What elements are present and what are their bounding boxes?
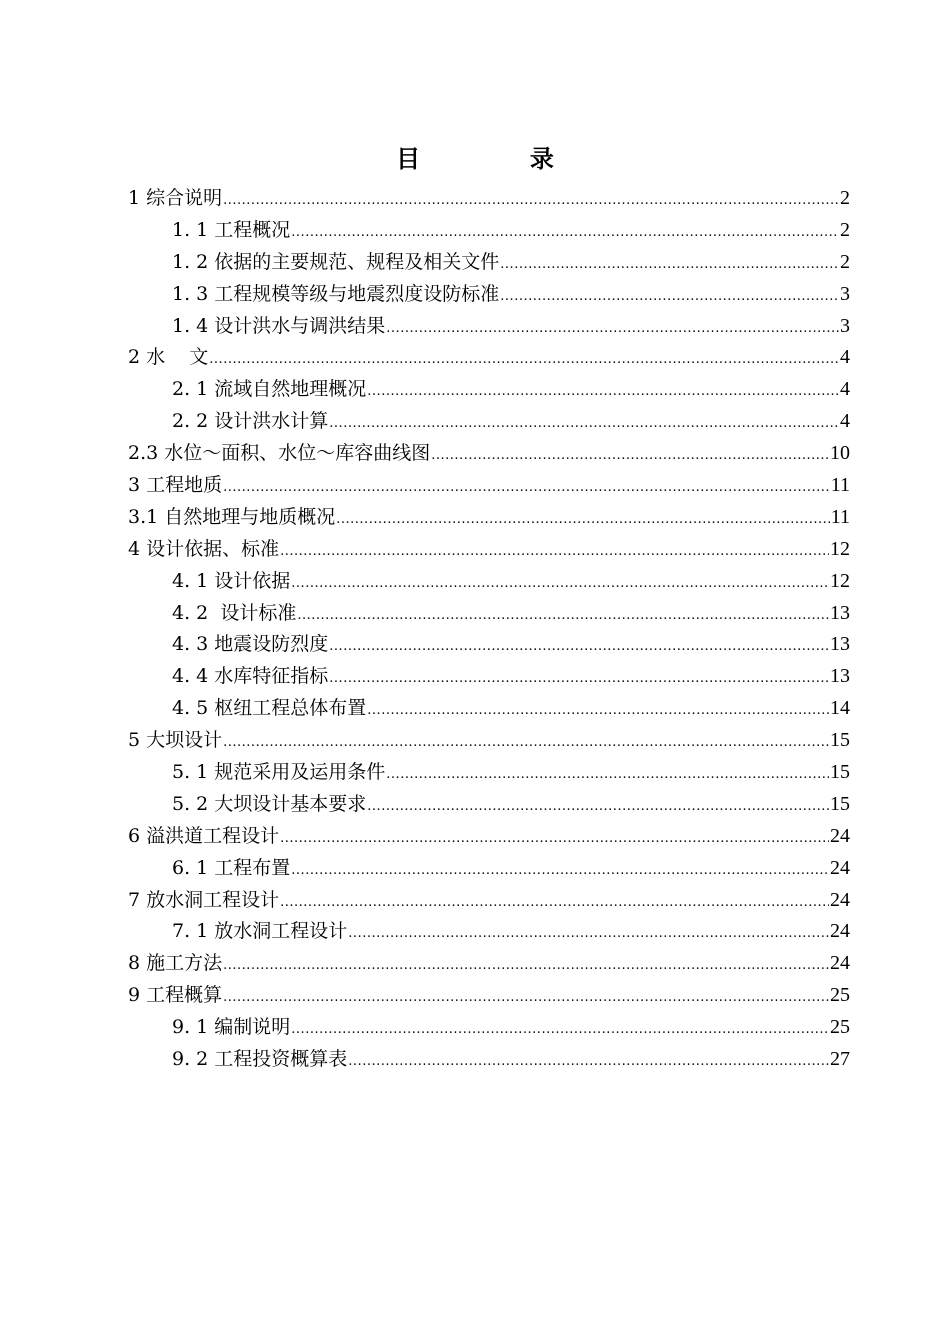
toc-entry-label: 1 综合说明 <box>128 187 223 209</box>
toc-dot-leader <box>223 185 839 217</box>
toc-dot-leader <box>367 695 829 727</box>
toc-entry-label: 5 大坝设计 <box>128 729 223 752</box>
toc-entry-page-number: 15 <box>830 729 850 752</box>
toc-entry-label: 5. 1 规范采用及运用条件 <box>172 761 386 784</box>
toc-entry[interactable] <box>128 534 850 566</box>
toc-entry-label: 7 放水洞工程设计 <box>128 888 280 911</box>
toc-entry-page-number: 25 <box>830 984 850 1007</box>
toc-entry-page-number: 24 <box>830 952 850 975</box>
toc-entry[interactable] <box>128 215 850 247</box>
toc-entry-label: 4. 2 设计标准 <box>172 601 297 624</box>
toc-entry-page-number: 2 <box>840 218 850 241</box>
toc-entry-page-number: 4 <box>840 378 850 401</box>
toc-entry[interactable] <box>128 279 850 311</box>
toc-entry-label: 1. 2 依据的主要规范、规程及相关文件 <box>172 250 500 273</box>
toc-entry[interactable] <box>128 438 850 470</box>
toc-dot-leader <box>329 663 829 695</box>
toc-entry-label: 2 水 文 <box>128 346 209 369</box>
toc-entry-page-number: 3 <box>840 282 850 305</box>
toc-entry-label: 7. 1 放水洞工程设计 <box>172 920 348 943</box>
toc-entry[interactable] <box>128 470 850 502</box>
toc-dot-leader <box>500 281 839 313</box>
toc-entry-page-number: 10 <box>830 442 850 465</box>
toc-dot-leader <box>291 855 829 887</box>
toc-entry[interactable] <box>128 1044 850 1076</box>
toc-dot-leader <box>367 376 839 408</box>
toc-entry-page-number: 15 <box>830 792 850 815</box>
toc-entry-label: 4. 3 地震设防烈度 <box>172 633 329 656</box>
toc-entry-page-number: 13 <box>830 665 850 688</box>
toc-entry-label: 3 工程地质 <box>128 474 223 497</box>
toc-entry[interactable] <box>128 311 850 343</box>
toc-entry-page-number: 2 <box>840 250 850 273</box>
toc-entry[interactable] <box>128 1012 850 1044</box>
toc-entry[interactable] <box>128 916 850 948</box>
toc-entry-page-number: 24 <box>830 888 850 911</box>
toc-entry-label: 1. 4 设计洪水与调洪结果 <box>172 314 386 337</box>
toc-entry[interactable] <box>128 183 850 215</box>
toc-entry-label: 6 溢洪道工程设计 <box>128 824 280 847</box>
toc-title: 目 录 <box>396 145 554 173</box>
toc-entry-page-number: 14 <box>830 697 850 720</box>
toc-entry[interactable] <box>128 566 850 598</box>
toc-entry[interactable] <box>128 853 850 885</box>
toc-dot-leader <box>209 344 839 376</box>
toc-dot-leader <box>291 1014 829 1046</box>
toc-entry[interactable] <box>128 502 850 534</box>
toc-entry[interactable] <box>128 693 850 725</box>
toc-entry[interactable] <box>128 948 850 980</box>
toc-entry[interactable] <box>128 885 850 917</box>
toc-entry[interactable] <box>128 789 850 821</box>
toc-dot-leader <box>329 408 839 440</box>
toc-entry[interactable] <box>128 980 850 1012</box>
toc-entry-page-number: 4 <box>840 410 850 433</box>
toc-entry-page-number: 12 <box>830 569 850 592</box>
toc-entry-label: 9. 2 工程投资概算表 <box>172 1048 348 1071</box>
toc-dot-leader <box>348 918 829 950</box>
toc-entry-page-number: 3 <box>840 314 850 337</box>
toc-entry-page-number: 25 <box>830 1016 850 1039</box>
toc-entry[interactable] <box>128 342 850 374</box>
toc-dot-leader <box>329 631 829 663</box>
toc-entry-label: 6. 1 工程布置 <box>172 856 291 879</box>
toc-dot-leader <box>280 536 829 568</box>
toc-dot-leader <box>280 823 829 855</box>
toc-entry-label: 4. 5 枢纽工程总体布置 <box>172 697 367 720</box>
toc-entry-page-number: 24 <box>830 856 850 879</box>
toc-entry[interactable] <box>128 629 850 661</box>
toc-entry-page-number: 11 <box>830 474 850 497</box>
toc-entry-page-number: 13 <box>830 601 850 624</box>
toc-entry[interactable] <box>128 598 850 630</box>
toc-entry-page-number: 12 <box>830 537 850 560</box>
toc-entry-label: 8 施工方法 <box>128 952 223 975</box>
toc-dot-leader <box>297 600 829 632</box>
toc-entry-label: 2. 1 流域自然地理概况 <box>172 378 367 401</box>
toc-entry-label: 9. 1 编制说明 <box>172 1016 291 1039</box>
toc-dot-leader <box>367 791 829 823</box>
toc-entry-page-number: 13 <box>830 633 850 656</box>
toc-dot-leader <box>223 472 830 504</box>
toc-entry[interactable] <box>128 661 850 693</box>
toc-entry[interactable] <box>128 821 850 853</box>
toc-dot-leader <box>280 887 829 919</box>
toc-dot-leader <box>500 249 839 281</box>
toc-entry-page-number: 24 <box>830 920 850 943</box>
toc-dot-leader <box>348 1046 829 1078</box>
toc-entry-label: 5. 2 大坝设计基本要求 <box>172 792 367 815</box>
toc-entry[interactable] <box>128 374 850 406</box>
toc-dot-leader <box>291 568 829 600</box>
toc-dot-leader <box>386 313 839 345</box>
toc-entry-label: 4. 1 设计依据 <box>172 569 291 592</box>
toc-dot-leader <box>431 440 829 472</box>
toc-entry-page-number: 4 <box>840 346 850 369</box>
toc-entry-label: 2. 2 设计洪水计算 <box>172 410 329 433</box>
toc-dot-leader <box>223 982 829 1014</box>
toc-entry-label: 3.1 自然地理与地质概况 <box>128 505 336 528</box>
toc-dot-leader <box>291 217 839 249</box>
toc-entry-page-number: 2 <box>840 187 850 209</box>
toc-entry-page-number: 11 <box>830 505 850 528</box>
toc-entry[interactable] <box>128 247 850 279</box>
toc-entry-label: 2.3 水位～面积、水位～库容曲线图 <box>128 442 431 465</box>
toc-entry-page-number: 15 <box>830 761 850 784</box>
toc-entry[interactable] <box>128 725 850 757</box>
toc-entry-label: 4. 4 水库特征指标 <box>172 665 329 688</box>
toc-dot-leader <box>223 950 829 982</box>
toc-dot-leader <box>336 504 829 536</box>
toc-entry-label: 1. 3 工程规模等级与地震烈度设防标准 <box>172 282 500 305</box>
toc-entry[interactable] <box>128 757 850 789</box>
toc-entry-label: 1. 1 工程概况 <box>172 218 291 241</box>
toc-entry[interactable] <box>128 406 850 438</box>
toc-dot-leader <box>386 759 829 791</box>
toc-entry-page-number: 27 <box>830 1048 850 1071</box>
toc-entry-label: 4 设计依据、标准 <box>128 537 280 560</box>
toc-dot-leader <box>223 727 829 759</box>
toc-entry-label: 9 工程概算 <box>128 984 223 1007</box>
toc-list <box>128 183 850 1076</box>
toc-entry-page-number: 24 <box>830 824 850 847</box>
